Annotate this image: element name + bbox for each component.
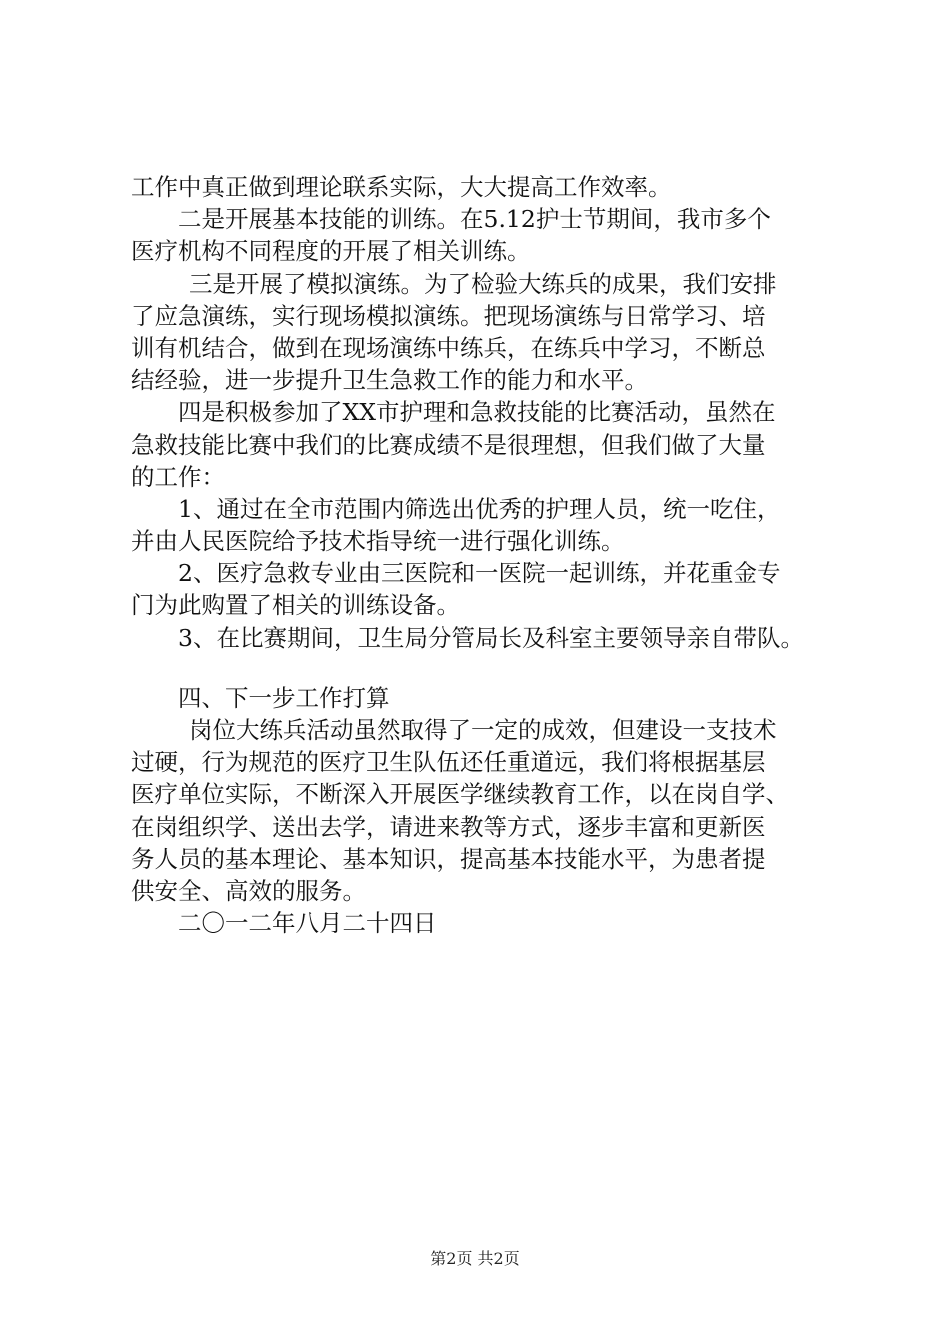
body-line: 务人员的基本理论、基本知识，提高基本技能水平，为患者提 bbox=[131, 844, 766, 873]
section-heading: 四、下一步工作打算 bbox=[178, 683, 390, 712]
body-line: 医疗单位实际，不断深入开展医学继续教育工作，以在岗自学、 bbox=[131, 780, 789, 809]
body-line: 岗位大练兵活动虽然取得了一定的成效，但建设一支技术 bbox=[189, 716, 777, 744]
body-line: 供安全、高效的服务。 bbox=[131, 876, 366, 905]
body-line: 结经验，进一步提升卫生急救工作的能力和水平。 bbox=[131, 366, 648, 395]
body-line: 急救技能比赛中我们的比赛成绩不是很理想，但我们做了大量 bbox=[131, 430, 766, 459]
body-line: 医疗机构不同程度的开展了相关训练。 bbox=[131, 237, 531, 266]
section-gap bbox=[131, 654, 851, 682]
body-line: 并由人民医院给予技术指导统一进行强化训练。 bbox=[131, 527, 625, 556]
list-item: 1、通过在全市范围内筛选出优秀的护理人员，统一吃住， bbox=[178, 494, 781, 523]
body-line: 二是开展基本技能的训练。在5.12护士节期间，我市多个 bbox=[178, 205, 771, 234]
document-body bbox=[131, 171, 851, 939]
body-line: 了应急演练，实行现场模拟演练。把现场演练与日常学习、培 bbox=[131, 301, 766, 330]
page-number-footer: 第2页 共2页 bbox=[430, 1249, 520, 1268]
list-item: 2、医疗急救专业由三医院和一医院一起训练，并花重金专 bbox=[178, 559, 781, 588]
list-item: 3、在比赛期间，卫生局分管局长及科室主要领导亲自带队。 bbox=[178, 623, 804, 652]
body-line: 三是开展了模拟演练。为了检验大练兵的成果，我们安排 bbox=[189, 269, 777, 298]
body-line: 在岗组织学、送出去学，请进来教等方式，逐步丰富和更新医 bbox=[131, 812, 766, 841]
body-line: 四是积极参加了XX市护理和急救技能的比赛活动，虽然在 bbox=[178, 398, 776, 427]
body-line: 的工作： bbox=[131, 462, 225, 491]
document-date: 二〇一二年八月二十四日 bbox=[178, 909, 437, 938]
body-line: 过硬，行为规范的医疗卫生队伍还任重道远，我们将根据基层 bbox=[131, 748, 766, 777]
body-line: 门为此购置了相关的训练设备。 bbox=[131, 591, 460, 620]
body-line: 工作中真正做到理论联系实际，大大提高工作效率。 bbox=[131, 173, 672, 201]
body-line: 训有机结合，做到在现场演练中练兵，在练兵中学习，不断总 bbox=[131, 333, 766, 362]
